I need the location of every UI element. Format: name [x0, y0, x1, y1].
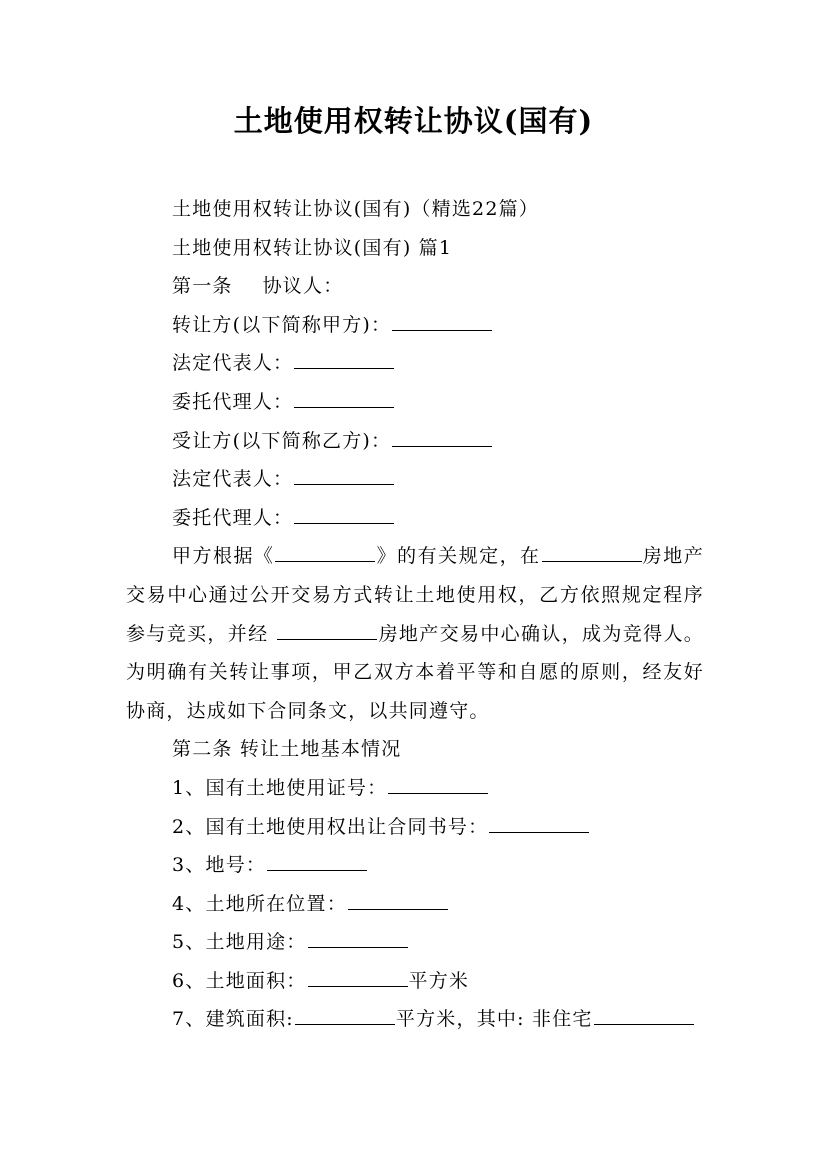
blank-field [594, 1006, 694, 1025]
blank-field [348, 891, 448, 910]
item2-label: 2、国有土地使用权出让合同书号： [172, 815, 489, 838]
agreement-paragraph [126, 537, 704, 730]
document-title: 土地使用权转让协议(国有) [233, 104, 594, 138]
blank-field [294, 389, 394, 408]
paragraph-part4: 房地产交易中心确认，成为竞得人。为明确有关转让事项，甲乙双方本着平等和自愿的原则，经友好协商，达成如下合同条文，以共同遵守。 [126, 622, 704, 722]
legal-rep-b-label: 法定代表人： [172, 468, 294, 491]
item4-label: 4、土地所在位置： [172, 892, 347, 915]
item1-line [126, 769, 704, 808]
article1-heading [126, 267, 704, 306]
blank-field [295, 1006, 395, 1025]
blank-field [294, 505, 394, 524]
blank-field [308, 968, 408, 987]
article1-label: 第一条 [172, 275, 233, 298]
blank-field [392, 428, 492, 447]
item5-line [126, 923, 704, 962]
item6-unit: 平方米 [408, 969, 470, 992]
article1-title: 协议人： [262, 275, 344, 298]
blank-field [267, 852, 367, 871]
article2-heading: 第二条 转让土地基本情况 [172, 738, 402, 761]
blank-field [275, 543, 375, 562]
paragraph-part1: 甲方根据《 [172, 545, 275, 568]
item1-label: 1、国有土地使用证号： [172, 776, 388, 799]
item3-line [126, 846, 704, 885]
item7-label: 7、建筑面积: [172, 1008, 294, 1031]
item4-line [126, 885, 704, 924]
blank-field [308, 929, 408, 948]
paragraph-part2: 》的有关规定，在 [376, 545, 541, 568]
item6-label: 6、土地面积： [172, 969, 307, 992]
item3-label: 3、地号： [172, 854, 267, 877]
item7-line [126, 1000, 704, 1039]
section-heading: 土地使用权转让协议(国有) 篇1 [172, 236, 453, 259]
paragraph-part3: 房地产交易中心通过公开交易方式转让土地使用权，乙方依照规定程序参与竞买，并经 [126, 545, 704, 645]
agent-b-label: 委托代理人： [172, 506, 294, 529]
blank-field [388, 775, 488, 794]
agent-a-label: 委托代理人： [172, 390, 294, 413]
legal-rep-a-label: 法定代表人： [172, 352, 294, 375]
item7-unit: 平方米，其中: 非住宅 [395, 1008, 593, 1031]
item2-line [126, 808, 704, 847]
blank-field [277, 621, 377, 640]
document-body [126, 190, 704, 1039]
blank-field [294, 466, 394, 485]
transferee-label: 受让方(以下简称乙方)： [172, 429, 392, 452]
subtitle: 土地使用权转让协议(国有)（精选22篇） [172, 198, 540, 220]
item6-line [126, 962, 704, 1001]
transferor-line [126, 306, 704, 345]
agent-b-line [126, 499, 704, 538]
item5-label: 5、土地用途： [172, 931, 307, 954]
transferor-label: 转让方(以下简称甲方)： [172, 313, 392, 336]
blank-field [294, 350, 394, 369]
blank-field [392, 312, 492, 331]
legal-rep-b-line [126, 460, 704, 499]
legal-rep-a-line [126, 344, 704, 383]
agent-a-line [126, 383, 704, 422]
blank-field [542, 543, 642, 562]
blank-field [489, 814, 589, 833]
transferee-line [126, 422, 704, 461]
